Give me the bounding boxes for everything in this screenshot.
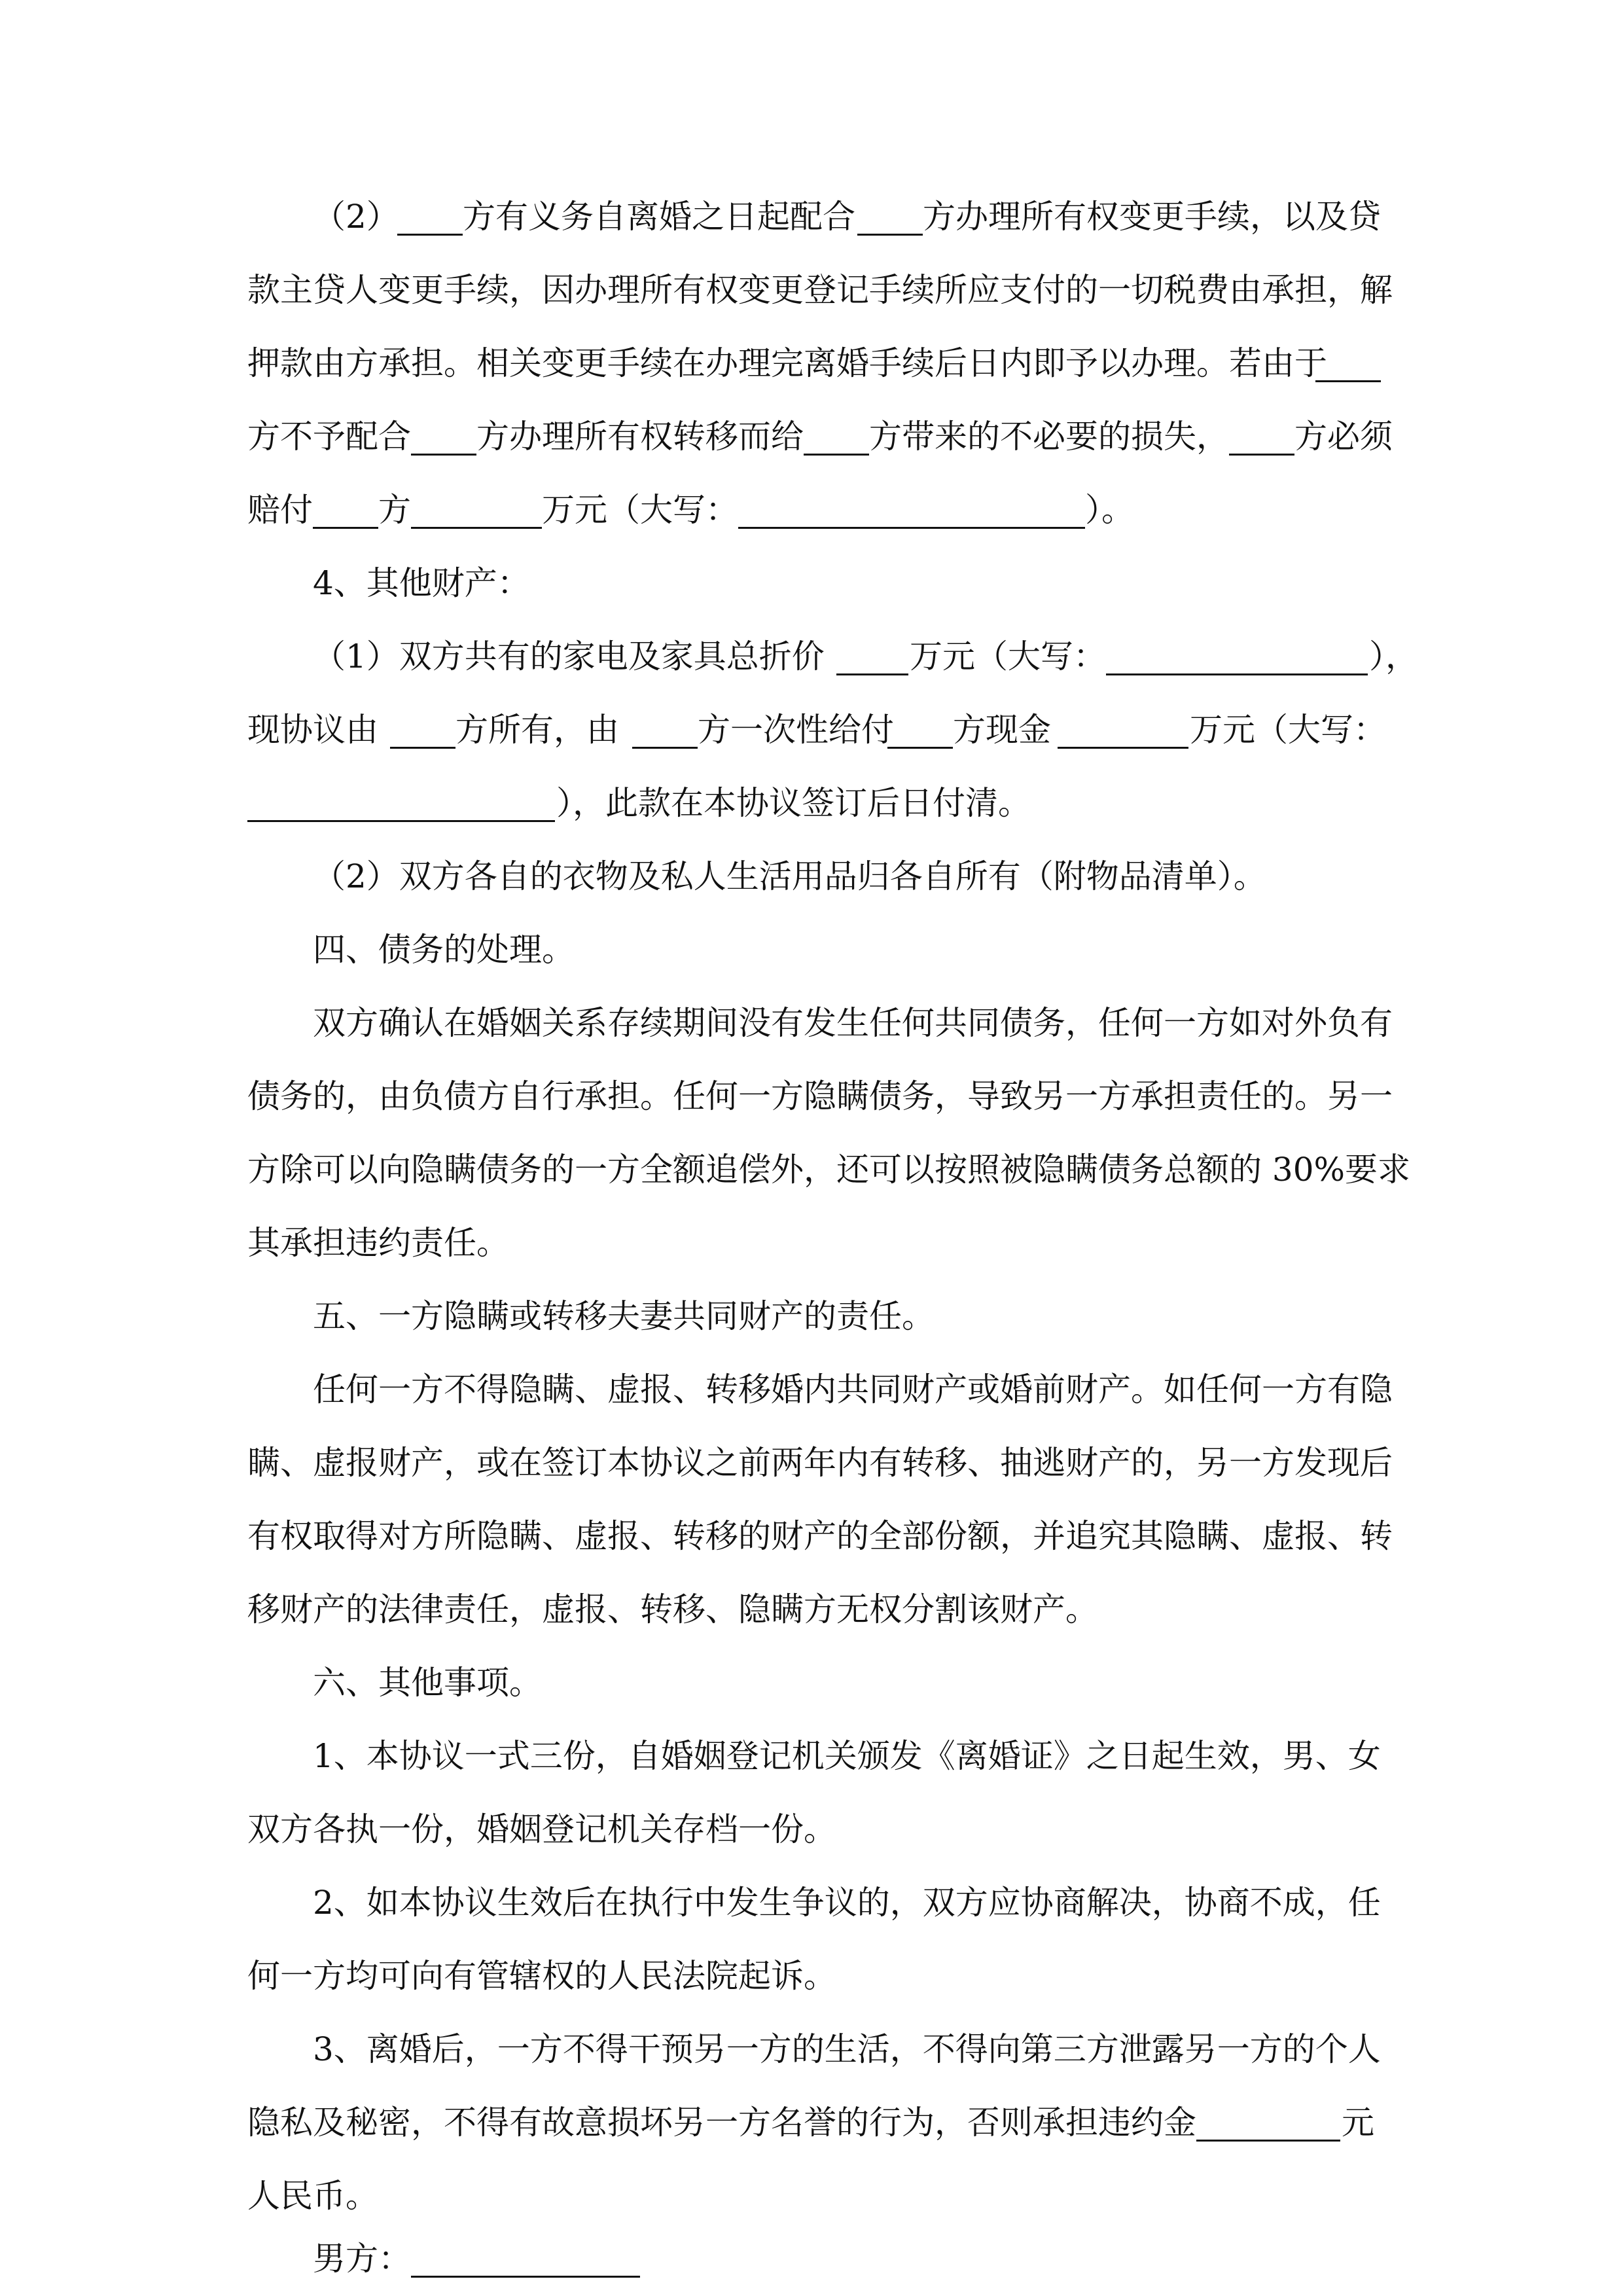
male-party-label: 男方：: [313, 2240, 411, 2278]
text: 瞒、虚报财产，或在签订本协议之前两年内有转移、抽逃财产的，另一方发现后: [247, 1444, 1393, 1482]
para-line: [0, 187, 1623, 247]
blank-field: [887, 708, 953, 749]
para-line: [0, 1139, 1623, 1200]
text: 方办理所有权变更手续，以及贷: [923, 198, 1381, 236]
blank-field: [411, 414, 476, 456]
text: 元: [1342, 2104, 1374, 2142]
para-line: [0, 1726, 1623, 1786]
text: 人民币。: [247, 2177, 378, 2215]
para-line: [0, 1213, 1623, 1273]
signature-line: [0, 2229, 1623, 2289]
blank-field: [1196, 2100, 1340, 2142]
section-heading: [0, 920, 1623, 980]
text: 方除可以向隐瞒债务的一方全额追偿外，还可以按照被隐瞒债务总额的 30%要求: [247, 1151, 1411, 1189]
blank-field: [313, 488, 378, 529]
para-line: [0, 1506, 1623, 1566]
para-line: [0, 480, 1623, 540]
text: 1、本协议一式三份，自婚姻登记机关颁发《离婚证》之日起生效，男、女: [313, 1737, 1381, 1775]
text: 赔付: [247, 491, 313, 529]
para-line: [0, 260, 1623, 320]
male-signature-blank: [411, 2236, 640, 2278]
para-line: [0, 846, 1623, 906]
text: 其承担违约责任。: [247, 1224, 509, 1262]
para-line: [0, 2166, 1623, 2226]
blank-field: [857, 194, 923, 236]
text: 隐私及秘密，不得有故意损坏另一方名誉的行为，否则承担违约金: [247, 2104, 1196, 2142]
text: 四、债务的处理。: [313, 931, 575, 969]
para-line: [0, 1799, 1623, 1859]
section-heading: [0, 553, 1623, 613]
text: 何一方均可向有管辖权的人民法院起诉。: [247, 1957, 836, 1995]
blank-field: [397, 194, 463, 236]
blank-field: [1058, 708, 1188, 749]
text: 方一次性给付: [698, 711, 894, 749]
text: 现协议由: [247, 711, 378, 749]
para-line: [0, 700, 1623, 760]
blank-field: [738, 488, 1085, 529]
blank-field: [411, 488, 542, 529]
text: 六、其他事项。: [313, 1664, 542, 1702]
blank-field: [247, 781, 555, 822]
text: （1）双方共有的家电及家具总折价: [313, 637, 825, 675]
text: 款主贷人变更手续，因办理所有权变更登记手续所应支付的一切税费由承担，解: [247, 271, 1393, 309]
para-line: [0, 1946, 1623, 2006]
blank-field: [804, 414, 869, 456]
blank-field: [1315, 341, 1381, 382]
text: ），此款在本协议签订后日付清。: [556, 784, 1031, 822]
text: ）。: [1085, 491, 1134, 529]
blank-field: [1106, 634, 1368, 675]
text: 3、离婚后，一方不得干预另一方的生活，不得向第三方泄露另一方的个人: [313, 2030, 1381, 2068]
para-line: [0, 2019, 1623, 2079]
text: 方不予配合: [247, 418, 411, 456]
text: 方必须: [1294, 418, 1393, 456]
text: （2）: [313, 198, 399, 236]
text: 4、其他财产：: [313, 564, 530, 602]
text: 有权取得对方所隐瞒、虚报、转移的财产的全部份额，并追究其隐瞒、虚报、转: [247, 1517, 1393, 1555]
text: 方所有，由: [455, 711, 619, 749]
text: 押款由方承担。相关变更手续在办理完离婚手续后日内即予以办理。若由于: [247, 344, 1327, 382]
para-line: [0, 406, 1623, 467]
text: 方现金: [953, 711, 1051, 749]
text: 2、如本协议生效后在执行中发生争议的，双方应协商解决，协商不成，任: [313, 1884, 1381, 1922]
para-line: [0, 1579, 1623, 1640]
text: （2）双方各自的衣物及私人生活用品归各自所有（附物品清单）。: [313, 857, 1266, 895]
text: 万元（大写：: [910, 637, 1106, 675]
section-heading: [0, 1653, 1623, 1713]
para-line: [0, 1066, 1623, 1126]
text: 方有义务自离婚之日起配合: [463, 198, 855, 236]
para-line: [0, 1873, 1623, 1933]
blank-field: [390, 708, 455, 749]
text: 方带来的不必要的损失，: [869, 418, 1229, 456]
text: 债务的，由负债方自行承担。任何一方隐瞒债务，导致另一方承担责任的。另一: [247, 1077, 1393, 1115]
text: 双方确认在婚姻关系存续期间没有发生任何共同债务，任何一方如对外负有: [313, 1004, 1393, 1042]
text: 双方各执一份，婚姻登记机关存档一份。: [247, 1810, 836, 1848]
blank-field: [836, 634, 908, 675]
text: 五、一方隐瞒或转移夫妻共同财产的责任。: [313, 1297, 935, 1335]
para-line: [0, 993, 1623, 1053]
para-line: [0, 1359, 1623, 1420]
section-heading: [0, 1286, 1623, 1346]
text: ），: [1369, 637, 1418, 675]
para-line: [0, 2092, 1623, 2153]
text: 方办理所有权转移而给: [476, 418, 804, 456]
text: 移财产的法律责任，虚报、转移、隐瞒方无权分割该财产。: [247, 1590, 1098, 1628]
text: 万元（大写：: [542, 491, 738, 529]
para-line: [0, 333, 1623, 393]
text: 方: [378, 491, 411, 529]
blank-field: [632, 708, 698, 749]
para-line: [0, 773, 1623, 833]
para-line: [0, 626, 1623, 687]
para-line: [0, 1433, 1623, 1493]
text: 任何一方不得隐瞒、虚报、转移婚内共同财产或婚前财产。如任何一方有隐: [313, 1371, 1393, 1408]
blank-field: [1229, 414, 1294, 456]
text: 万元（大写：: [1190, 711, 1386, 749]
